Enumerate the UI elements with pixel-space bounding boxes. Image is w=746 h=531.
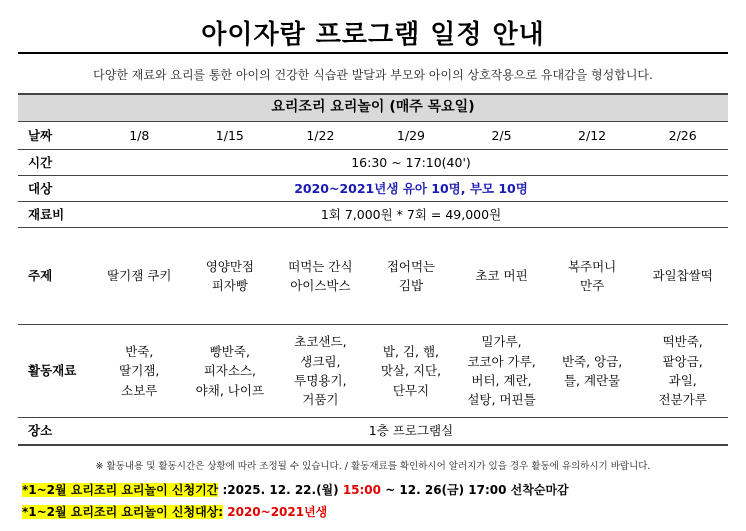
time-value: 16:30 ~ 17:10(40') bbox=[94, 150, 728, 176]
cell-line: 단무지 bbox=[392, 382, 430, 398]
date-cell: 1/22 bbox=[275, 122, 366, 150]
topic-cell bbox=[547, 228, 638, 325]
materials-cell bbox=[366, 325, 457, 418]
cell-line: 맛살, 지단, bbox=[380, 363, 442, 379]
apply-period-end: ~ 12. 26(금) 17:00 선착순마감 bbox=[381, 483, 569, 497]
notice-text: ※ 활동내용 및 활동시간은 상황에 따라 조정될 수 있습니다. / 활동재료를 확인하시어 알러지가 있을 경우 활동에 유의하시기 바랍니다. bbox=[95, 461, 651, 472]
title-underline bbox=[18, 52, 728, 54]
fee-label: 재료비 bbox=[18, 202, 94, 228]
cell-line: 반죽, bbox=[125, 343, 154, 359]
cell-line: 투명용기, bbox=[294, 373, 347, 388]
cell-line: 딸기잼 쿠키 bbox=[107, 268, 172, 284]
date-cell: 2/26 bbox=[637, 122, 728, 150]
cell-line: 아이스박스 bbox=[290, 278, 351, 293]
date-cell: 2/5 bbox=[456, 122, 547, 150]
materials-cell bbox=[185, 325, 276, 418]
topic-cell bbox=[185, 228, 276, 325]
topic-cell bbox=[94, 228, 185, 325]
topic-row bbox=[18, 228, 728, 325]
topic-cell bbox=[366, 228, 457, 325]
target-row bbox=[18, 176, 728, 202]
cell-line: 틀, 계란물 bbox=[563, 373, 621, 388]
cell-line: 밀가루, bbox=[481, 334, 522, 350]
date-label: 날짜 bbox=[18, 122, 94, 150]
cell-line: 팥앙금, bbox=[662, 353, 703, 369]
target-value: 2020~2021년생 유아 10명, 부모 10명 bbox=[94, 176, 728, 202]
date-cell: 1/15 bbox=[185, 122, 276, 150]
apply-target-label: *1~2월 요리조리 요리놀이 신청대상: bbox=[22, 505, 224, 519]
apply-target-line bbox=[22, 503, 327, 520]
materials-cell bbox=[637, 325, 728, 418]
apply-target-value: 2020~2021년생 bbox=[223, 505, 328, 519]
cell-line: 접어먹는 bbox=[386, 258, 436, 274]
cell-line: 소보루 bbox=[121, 382, 158, 398]
cell-line: 영양만점 bbox=[205, 258, 254, 274]
place-value: 1층 프로그램실 bbox=[94, 418, 728, 446]
cell-line: 만주 bbox=[580, 278, 605, 293]
fee-row bbox=[18, 202, 728, 228]
materials-cell bbox=[94, 325, 185, 418]
cell-line: 밥, 김, 햄, bbox=[382, 343, 440, 359]
cell-line: 피자소스, bbox=[203, 363, 256, 379]
cell-line: 피자빵 bbox=[211, 278, 248, 293]
cell-line: 야채, 나이프 bbox=[195, 382, 264, 398]
date-cell: 1/8 bbox=[94, 122, 185, 150]
cell-line: 생크림, bbox=[300, 353, 341, 369]
topic-cell bbox=[637, 228, 728, 325]
cell-line: 복주머니 bbox=[567, 258, 617, 274]
date-row bbox=[18, 122, 728, 150]
cell-line: 설탕, 머핀틀 bbox=[467, 392, 536, 408]
cell-line: 거품기 bbox=[302, 392, 339, 408]
cell-line: 김밥 bbox=[398, 278, 424, 293]
apply-period-line bbox=[22, 481, 569, 498]
cell-line: 과일찹쌀떡 bbox=[652, 268, 713, 284]
topic-cell bbox=[456, 228, 547, 325]
date-cell: 2/12 bbox=[547, 122, 638, 150]
materials-row bbox=[18, 325, 728, 418]
cell-line: 딸기잼, bbox=[119, 363, 160, 379]
materials-cell bbox=[547, 325, 638, 418]
page-title: 아이자람 프로그램 일정 안내 bbox=[201, 20, 545, 50]
time-label: 시간 bbox=[18, 150, 94, 176]
cell-line: 코코아 가루, bbox=[467, 353, 536, 369]
time-row bbox=[18, 150, 728, 176]
cell-line: 반죽, 앙금, bbox=[561, 353, 623, 369]
cell-line: 초코샌드, bbox=[294, 334, 347, 350]
apply-period-time: 15:00 bbox=[342, 483, 382, 497]
materials-cell bbox=[275, 325, 366, 418]
fee-value: 1회 7,000원 * 7회 = 49,000원 bbox=[94, 202, 728, 228]
cell-line: 떡반죽, bbox=[662, 334, 703, 350]
cell-line: 과일, bbox=[668, 373, 697, 388]
intro-text: 다양한 재료와 요리를 통한 아이의 건강한 식습관 발달과 부모와 아이의 상호작용으로 유대감을 형성합니다. bbox=[93, 68, 653, 82]
cell-line: 떠먹는 간식 bbox=[288, 258, 353, 274]
apply-period-start: :2025. 12. 22.(월) bbox=[218, 483, 343, 497]
materials-cell bbox=[456, 325, 547, 418]
cell-line: 전분가루 bbox=[658, 392, 707, 408]
cell-line: 버터, 계란, bbox=[471, 373, 532, 388]
cell-line: 빵반죽, bbox=[209, 343, 250, 359]
topic-cell bbox=[275, 228, 366, 325]
apply-period-label: *1~2월 요리조리 요리놀이 신청기간 bbox=[22, 483, 219, 497]
cell-line: 초코 머핀 bbox=[475, 268, 528, 284]
topic-label: 주제 bbox=[18, 228, 94, 325]
materials-label: 활동재료 bbox=[18, 325, 94, 418]
place-row bbox=[18, 418, 728, 446]
date-cell: 1/29 bbox=[366, 122, 457, 150]
schedule-table bbox=[18, 93, 728, 446]
program-heading: 요리조리 요리놀이 (매주 목요일) bbox=[18, 94, 728, 122]
place-label: 장소 bbox=[18, 418, 94, 446]
target-label: 대상 bbox=[18, 176, 94, 202]
